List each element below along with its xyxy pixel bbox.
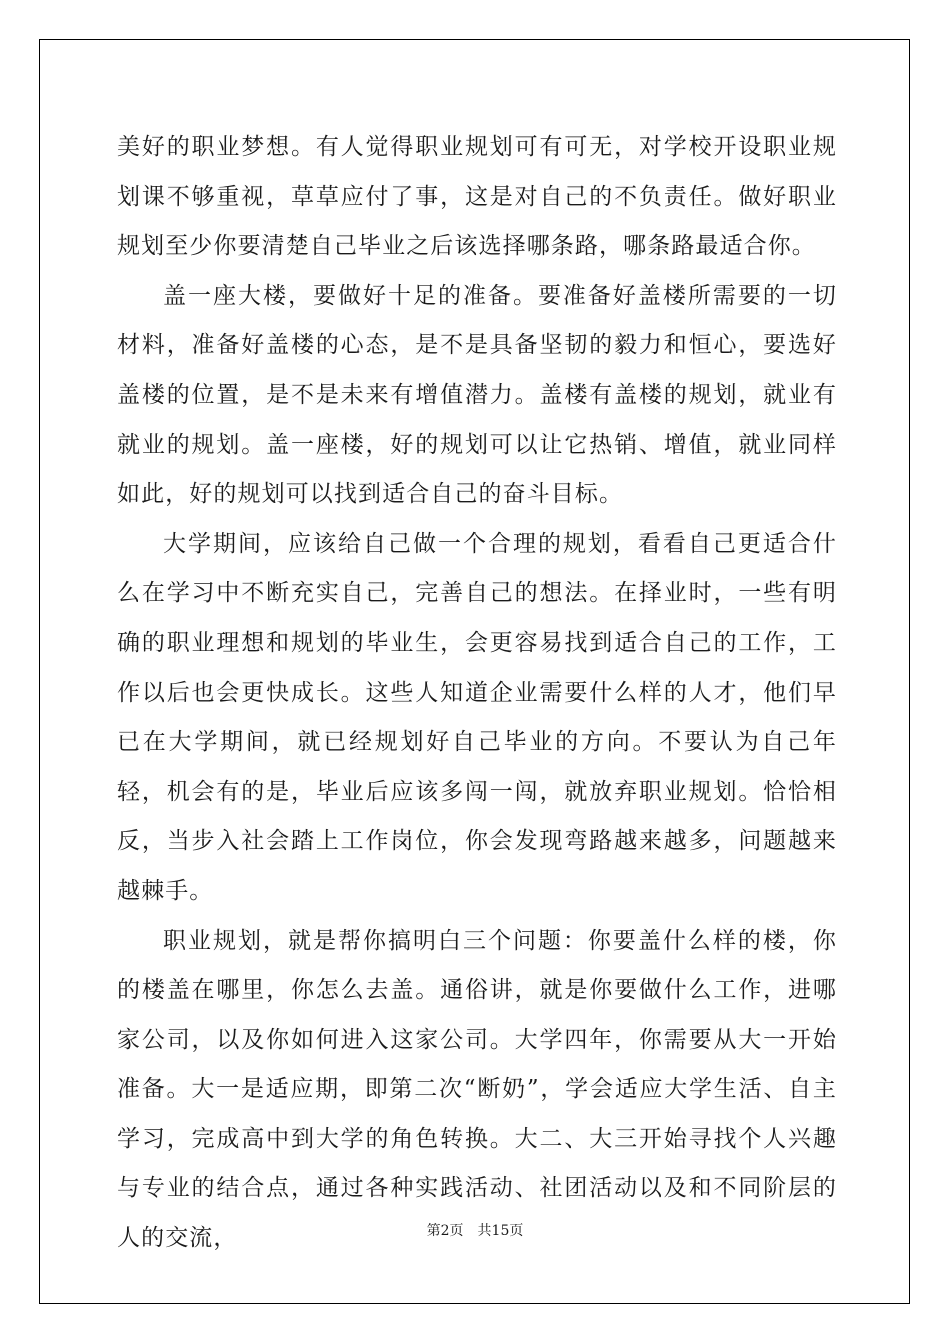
page-number: 第2页	[426, 1223, 464, 1239]
paragraph-1: 美好的职业梦想。有人觉得职业规划可有可无，对学校开设职业规划课不够重视，草草应付了事，这是对自己的不负责任。做好职业规划至少你要清楚自己毕业之后该选择哪条路，哪条路最适合你。	[117, 134, 837, 260]
document-body	[117, 123, 837, 1264]
total-pages: 共15页	[477, 1223, 524, 1239]
page-footer	[0, 1220, 950, 1240]
paragraph-3: 大学期间，应该给自己做一个合理的规划，看看自己更适合什么在学习中不断充实自己，完善自己的想法。在择业时，一些有明确的职业理想和规划的毕业生，会更容易找到适合自己的工作，工作以后也会更快成长。这些人知道企业需要什么样的人才，他们早已在大学期间，就已经规划好自己毕业的方向。不要认为自己年轻，机会有的是，毕业后应该多闯一闯，就放弃职业规划。恰恰相反，当步入社会踏上工作岗位，你会发现弯路越来越多，问题越来越棘手。	[117, 530, 837, 904]
paragraph-2: 盖一座大楼，要做好十足的准备。要准备好盖楼所需要的一切材料，准备好盖楼的心态，是不是具备坚韧的毅力和恒心，要选好盖楼的位置，是不是未来有增值潜力。盖楼有盖楼的规划，就业有就业的规划。盖一座楼，好的规划可以让它热销、增值，就业同样如此，好的规划可以找到适合自己的奋斗目标。	[117, 282, 837, 508]
paragraph-4: 职业规划，就是帮你搞明白三个问题：你要盖什么样的楼，你的楼盖在哪里，你怎么去盖。通俗讲，就是你要做什么工作，进哪家公司，以及你如何进入这家公司。大学四年，你需要从大一开始准备。大一是适应期，即第二次“断奶”，学会适应大学生活、自主学习，完成高中到大学的角色转换。大二、大三开始寻找个人兴趣与专业的结合点，通过各种实践活动、社团活动以及和不同阶层的人的交流，	[117, 927, 837, 1252]
